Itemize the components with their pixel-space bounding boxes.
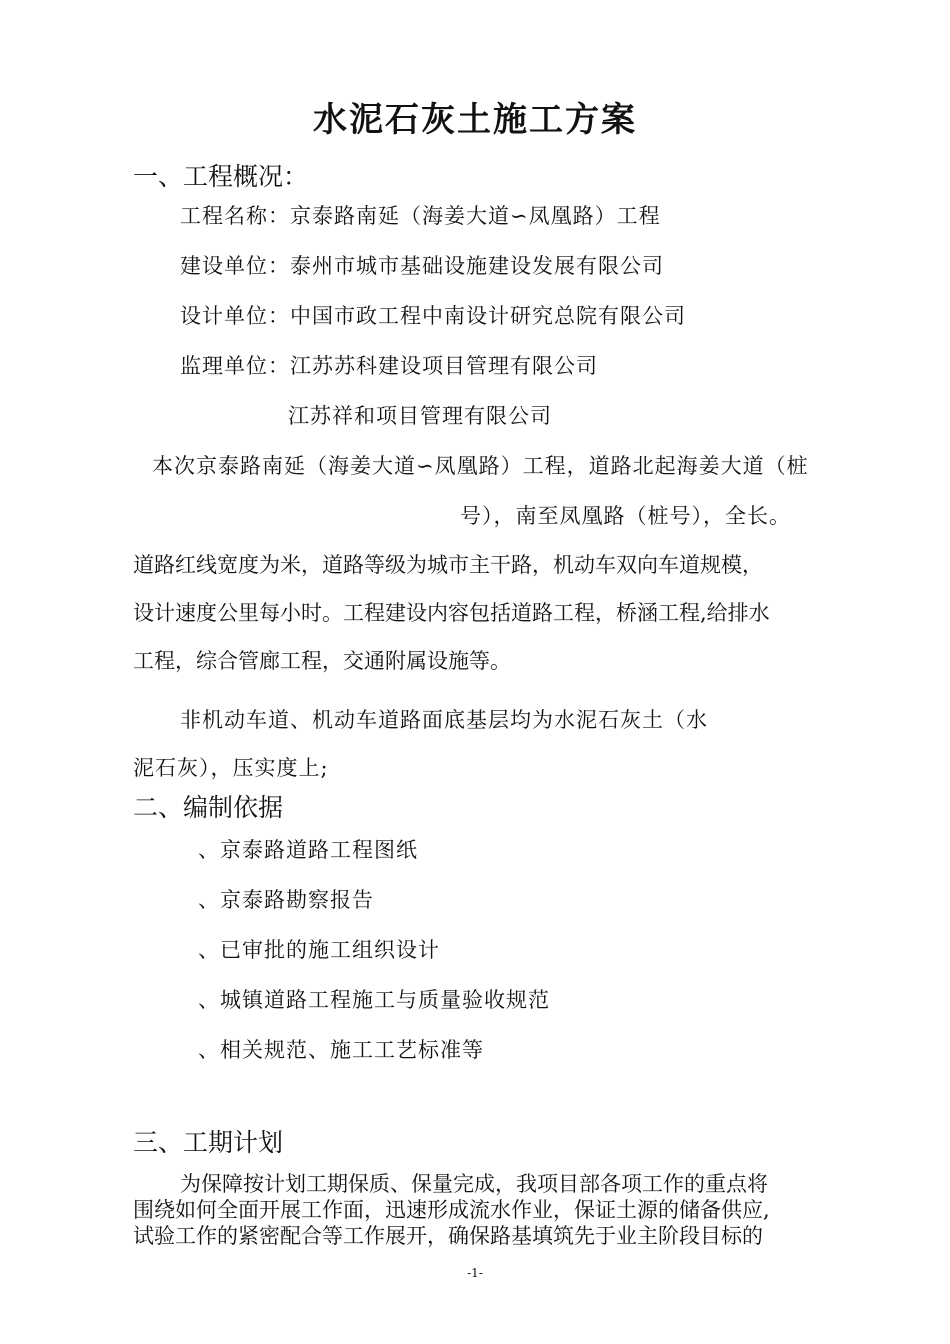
basis-item: 、城镇道路工程施工与质量验收规范	[198, 988, 550, 1012]
section-2-heading: 二、编制依据	[133, 793, 284, 822]
schedule-paragraph-line: 围绕如何全面开展工作面，迅速形成流水作业，保证土源的储备供应,	[133, 1198, 770, 1222]
basis-item: 、京泰路勘察报告	[198, 888, 374, 912]
overview-paragraph-line: 本次京泰路南延（海姜大道∽凤凰路）工程，道路北起海姜大道（桩	[152, 454, 809, 478]
section-3-heading: 三、工期计划	[133, 1128, 284, 1157]
overview-paragraph-line: 号），南至凤凰路（桩号），全长。	[460, 504, 791, 528]
schedule-paragraph-line: 试验工作的紧密配合等工作展开，确保路基填筑先于业主阶段目标的	[133, 1224, 763, 1248]
overview-paragraph-line: 工程，综合管廊工程，交通附属设施等。	[133, 649, 511, 673]
project-name-line: 工程名称：京泰路南延（海姜大道∽凤凰路）工程	[180, 204, 661, 228]
builder-line: 建设单位：泰州市城市基础设施建设发展有限公司	[180, 254, 664, 278]
basis-item: 、京泰路道路工程图纸	[198, 838, 418, 862]
document-title: 水泥石灰土施工方案	[313, 100, 637, 140]
designer-line: 设计单位：中国市政工程中南设计研究总院有限公司	[180, 304, 686, 328]
basis-item: 、相关规范、施工工艺标准等	[198, 1038, 484, 1062]
supervisor-line-2: 江苏祥和项目管理有限公司	[288, 404, 552, 428]
overview-paragraph-line: 设计速度公里每小时。工程建设内容包括道路工程，桥涵工程,给排水	[133, 601, 770, 625]
schedule-paragraph-line: 为保障按计划工期保质、保量完成，我项目部各项工作的重点将	[180, 1172, 768, 1196]
supervisor-line: 监理单位：江苏苏科建设项目管理有限公司	[180, 354, 598, 378]
section-1-heading: 一、工程概况：	[133, 162, 309, 191]
subbase-paragraph-line: 非机动车道、机动车道路面底基层均为水泥石灰土（水	[180, 708, 708, 732]
subbase-paragraph-line: 泥石灰），压实度上;	[133, 756, 329, 780]
page-number: -1-	[467, 1266, 483, 1280]
overview-paragraph-line: 道路红线宽度为米，道路等级为城市主干路，机动车双向车道规模，	[133, 553, 763, 577]
basis-item: 、已审批的施工组织设计	[198, 938, 440, 962]
